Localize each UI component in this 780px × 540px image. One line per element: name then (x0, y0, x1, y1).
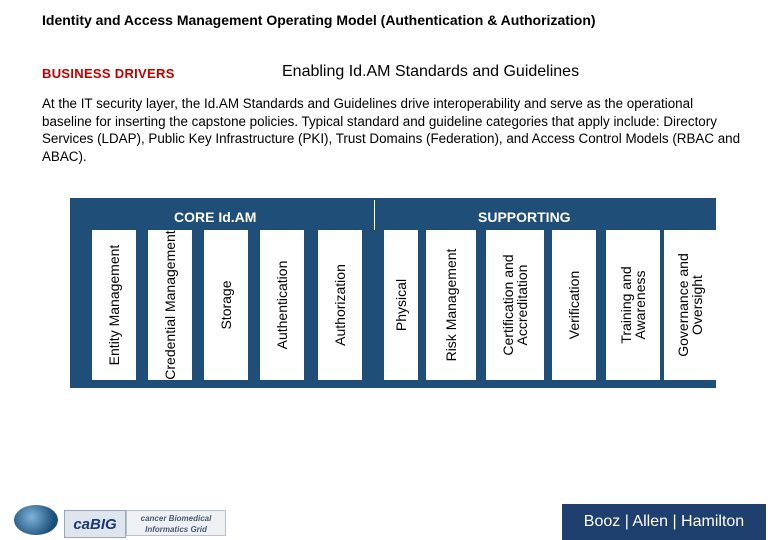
column-label: Verification (566, 270, 582, 340)
column-label: Storage (218, 280, 234, 330)
support-column-governance-oversight (664, 230, 716, 380)
description-paragraph: At the IT security layer, the Id.AM Standards and Guidelines drive interoperability and serve as the operational baseline for inserting the capstone policies. Typical standard and guideline categories that apply include: Directory Services (LDAP), Public Key Infrastructure (PKI), Trust Domains (Federation), and Access Control Models (RBAC and ABAC). (42, 96, 741, 164)
core-column-entity-management (92, 230, 136, 380)
column-label: Certification and Accreditation (500, 254, 530, 356)
core-column-storage (204, 230, 248, 380)
supporting-heading: SUPPORTING (478, 209, 571, 225)
column-label: Credential Management (162, 230, 178, 380)
column-label: Physical (393, 278, 409, 332)
column-label: Authorization (332, 264, 348, 346)
column-label: Training and Awareness (618, 266, 648, 344)
page-title: Identity and Access Management Operating Model (Authentication & Authorization) (42, 12, 596, 28)
business-drivers-label: BUSINESS DRIVERS (42, 66, 175, 81)
cabig-logo: caBIG (64, 510, 126, 538)
globe-icon (14, 505, 58, 535)
core-column-authentication (260, 230, 304, 380)
support-column-training-awareness (606, 230, 660, 380)
cabig-tagline: cancer Biomedical Informatics Grid (126, 510, 226, 536)
section-subtitle: Enabling Id.AM Standards and Guidelines (282, 63, 580, 80)
support-column-certification-accreditation (486, 230, 544, 380)
column-label: Authentication (274, 260, 290, 350)
column-label: Entity Management (106, 244, 122, 366)
column-label: Risk Management (443, 248, 459, 362)
company-logo: Booz | Allen | Hamilton (562, 504, 766, 540)
panel-divider (374, 200, 375, 230)
column-label: Governance and Oversight (675, 253, 705, 357)
core-heading: CORE Id.AM (174, 209, 257, 225)
support-column-physical (384, 230, 418, 380)
support-column-risk-management (426, 230, 476, 380)
support-column-verification (552, 230, 596, 380)
core-column-credential-management (148, 230, 192, 380)
core-column-authorization (318, 230, 362, 380)
